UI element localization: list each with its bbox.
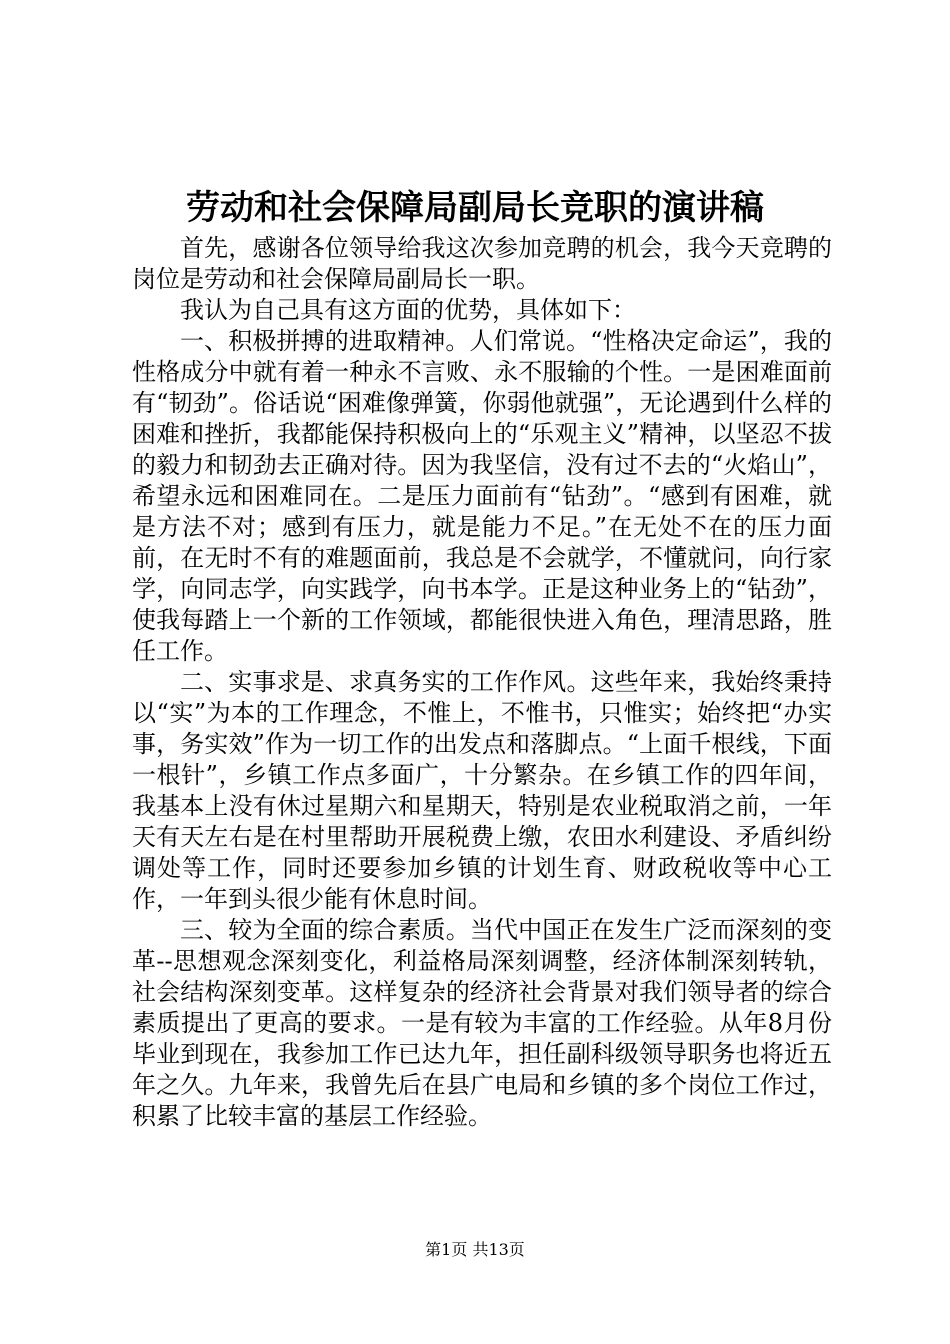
document-title: 劳动和社会保障局副局长竞职的演讲稿	[186, 188, 764, 228]
paragraph: 首先，感谢各位领导给我这次参加竞聘的机会，我今天竞聘的岗位是劳动和社会保障局副局长一职。	[132, 234, 832, 293]
paragraph: 二、实事求是、求真务实的工作作风。这些年来，我始终秉持以“实”为本的工作理念，不惟上，不惟书，只惟实；始终把“办实事，务实效”作为一切工作的出发点和落脚点。“上面千根线，下面一根针”，乡镇工作点多面广，十分繁杂。在乡镇工作的四年间，我基本上没有休过星期六和星期天，特别是农业税取消之前，一年天有天左右是在村里帮助开展税费上缴，农田水利建设、矛盾纠纷调处等工作，同时还要参加乡镇的计划生育、财政税收等中心工作，一年到头很少能有休息时间。	[132, 668, 832, 913]
paragraph: 我认为自己具有这方面的优势，具体如下：	[180, 296, 636, 324]
paragraph: 三、较为全面的综合素质。当代中国正在发生广泛而深刻的变革--思想观念深刻变化，利益格局深刻调整，经济体制深刻转轨，社会结构深刻变革。这样复杂的经济社会背景对我们领导者的综合素质提出了更高的要求。一是有较为丰富的工作经验。从年8月份毕业到现在，我参加工作已达九年，担任副科级领导职务也将近五年之久。九年来，我曾先后在县广电局和乡镇的多个岗位工作过，积累了比较丰富的基层工作经验。	[132, 916, 832, 1130]
document-body	[132, 233, 832, 1132]
paragraph: 一、积极拼搏的进取精神。人们常说。“性格决定命运”，我的性格成分中就有着一种永不言败、永不服输的个性。一是困难面前有“韧劲”。俗话说“困难像弹簧，你弱他就强”，无论遇到什么样的困难和挫折，我都能保持积极向上的“乐观主义”精神，以坚忍不拔的毅力和韧劲去正确对待。因为我坚信，没有过不去的“火焰山”，希望永远和困难同在。二是压力面前有“钻劲”。“感到有困难，就是方法不对；感到有压力，就是能力不足。”在无处不在的压力面前，在无时不有的难题面前，我总是不会就学，不懂就问，向行家学，向同志学，向实践学，向书本学。正是这种业务上的“钻劲”，使我每踏上一个新的工作领域，都能很快进入角色，理清思路，胜任工作。	[132, 327, 832, 665]
page-number: 第1页 共13页	[425, 1240, 525, 1259]
